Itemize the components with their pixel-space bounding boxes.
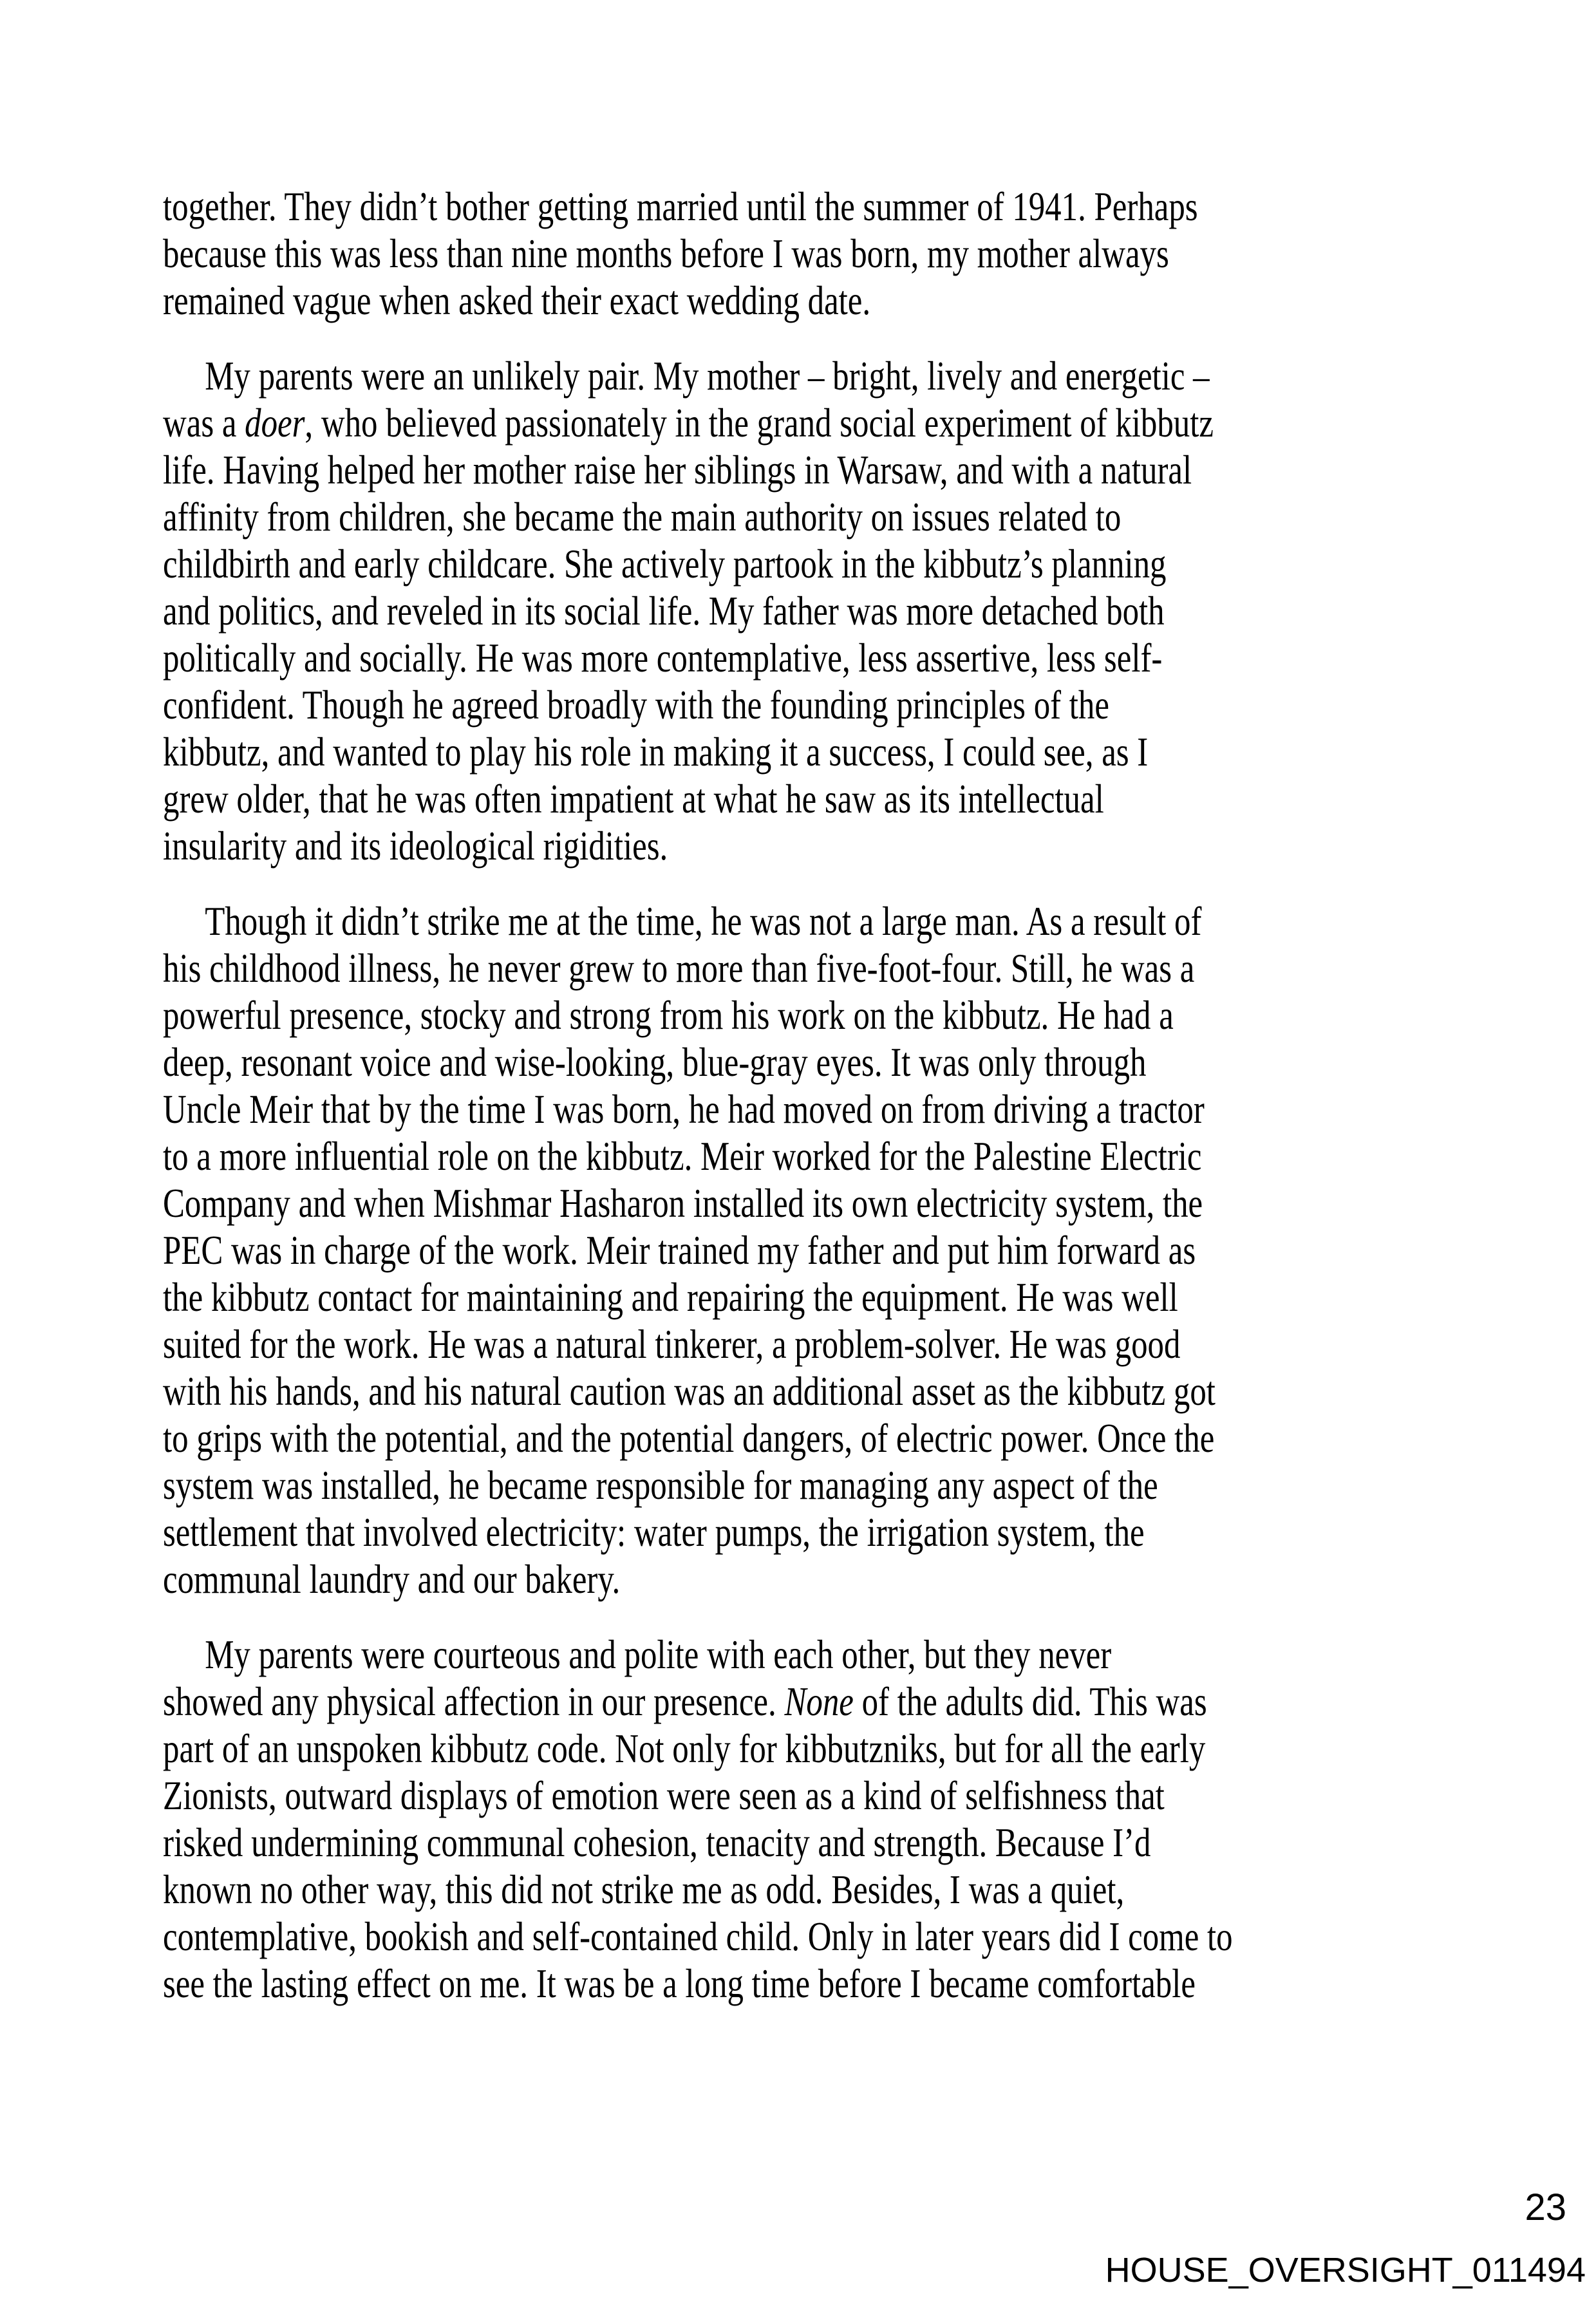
text-line: life. Having helped her mother raise her siblings in Warsaw, and with a natural (163, 447, 1192, 493)
text-line: insularity and its ideological rigidities. (163, 823, 668, 869)
text-line: because this was less than nine months before I was born, my mother always (163, 230, 1169, 276)
text-line: was a doer, who believed passionately in the grand social experiment of kibbutz (163, 400, 1214, 446)
text-line: contemplative, bookish and self-contained child. Only in later years did I come to (163, 1913, 1233, 1959)
text-line: childbirth and early childcare. She actively partook in the kibbutz’s planning (163, 541, 1167, 587)
text-line: PEC was in charge of the work. Meir trained my father and put him forward as (163, 1227, 1196, 1273)
text-line: affinity from children, she became the main authority on issues related to (163, 494, 1122, 540)
paragraph (163, 183, 1391, 324)
text-line: confident. Though he agreed broadly with the founding principles of the (163, 682, 1109, 728)
text-line: My parents were an unlikely pair. My mother – bright, lively and energetic – (205, 353, 1210, 399)
footer-bates-stamp: HOUSE_OVERSIGHT_011494 (1105, 2251, 1586, 2289)
text-line: system was installed, he became responsible for managing any aspect of the (163, 1462, 1158, 1508)
text-line: with his hands, and his natural caution was an additional asset as the kibbutz got (163, 1368, 1216, 1414)
text-line: known no other way, this did not strike me as odd. Besides, I was a quiet, (163, 1866, 1125, 1912)
text-line: Uncle Meir that by the time I was born, he had moved on from driving a tractor (163, 1086, 1205, 1132)
text-line: part of an unspoken kibbutz code. Not only for kibbutzniks, but for all the early (163, 1725, 1206, 1771)
text-line: risked undermining communal cohesion, tenacity and strength. Because I’d (163, 1819, 1151, 1865)
page-number: 23 (1525, 2186, 1566, 2228)
text-line: grew older, that he was often impatient at what he saw as its intellectual (163, 776, 1104, 822)
text-line: showed any physical affection in our presence. None of the adults did. This was (163, 1678, 1207, 1724)
text-line: his childhood illness, he never grew to more than five-foot-four. Still, he was a (163, 945, 1195, 991)
paragraph (163, 1631, 1391, 2007)
text-line: powerful presence, stocky and strong from his work on the kibbutz. He had a (163, 992, 1174, 1038)
text-line: suited for the work. He was a natural tinkerer, a problem-solver. He was good (163, 1321, 1181, 1367)
text-line: together. They didn’t bother getting married until the summer of 1941. Perhaps (163, 183, 1198, 229)
text-line: Company and when Mishmar Hasharon installed its own electricity system, the (163, 1180, 1203, 1226)
text-block (163, 183, 1391, 2007)
text-line: Though it didn’t strike me at the time, he was not a large man. As a result of (205, 898, 1202, 944)
paragraph (163, 352, 1391, 869)
text-line: to grips with the potential, and the potential dangers, of electric power. Once the (163, 1415, 1215, 1461)
text-line: communal laundry and our bakery. (163, 1556, 621, 1602)
text-line: kibbutz, and wanted to play his role in making it a success, I could see, as I (163, 729, 1149, 775)
paragraph (163, 898, 1391, 1603)
text-line: settlement that involved electricity: water pumps, the irrigation system, the (163, 1509, 1145, 1555)
text-line: to a more influential role on the kibbutz. Meir worked for the Palestine Electric (163, 1133, 1202, 1179)
text-line: politically and socially. He was more contemplative, less assertive, less self- (163, 635, 1163, 681)
text-line: My parents were courteous and polite with each other, but they never (205, 1631, 1112, 1677)
text-line: and politics, and reveled in its social life. My father was more detached both (163, 588, 1165, 634)
text-line: deep, resonant voice and wise-looking, blue-gray eyes. It was only through (163, 1039, 1147, 1085)
text-line: the kibbutz contact for maintaining and repairing the equipment. He was well (163, 1274, 1178, 1320)
text-line: see the lasting effect on me. It was be a long time before I became comfortable (163, 1960, 1196, 2006)
text-line: remained vague when asked their exact wedding date. (163, 277, 871, 323)
text-line: Zionists, outward displays of emotion were seen as a kind of selfishness that (163, 1772, 1165, 1818)
